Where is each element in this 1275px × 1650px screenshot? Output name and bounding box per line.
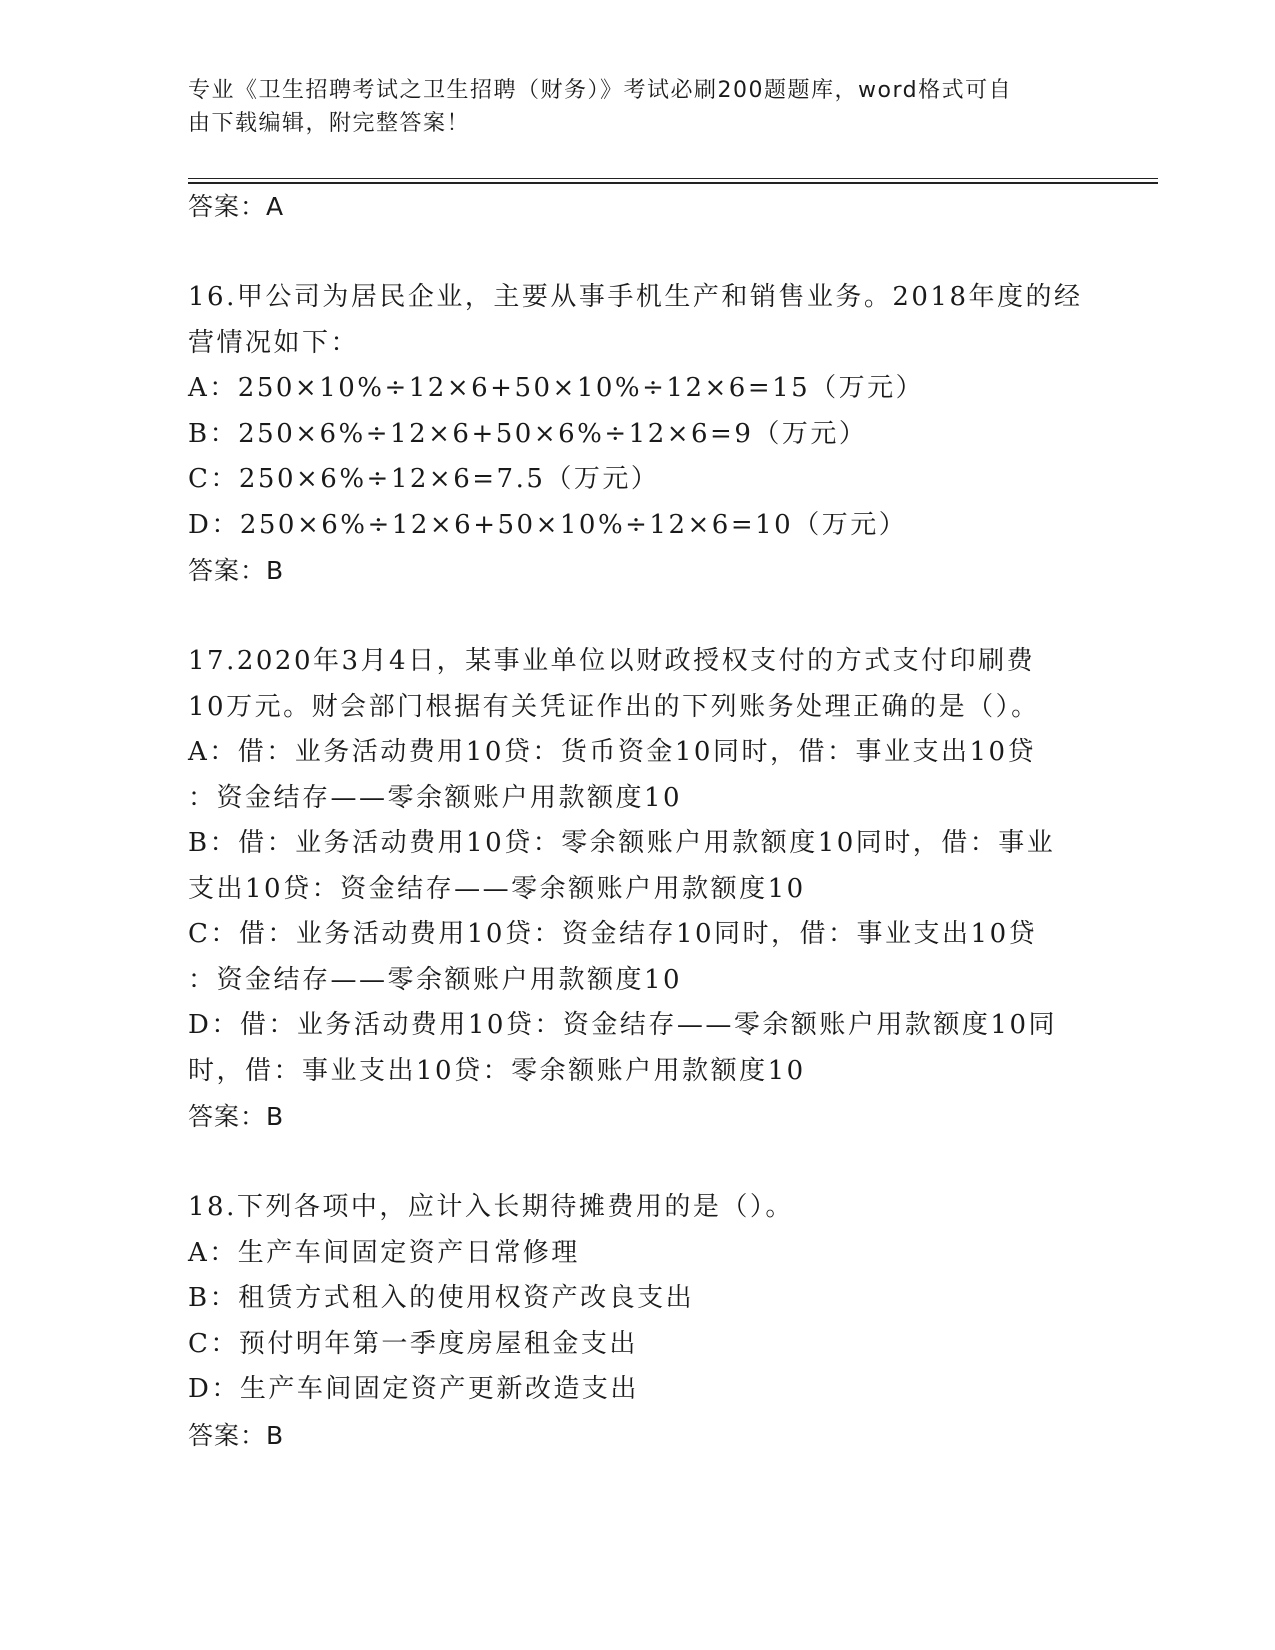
- option-d: D：250×6%÷12×6+50×10%÷12×6=10（万元）: [188, 509, 908, 540]
- answer: 答案：B: [188, 1102, 285, 1131]
- header-divider-thin: [188, 178, 1158, 179]
- option-b-continued: 支出10贷：资金结存——零余额账户用款额度10: [188, 873, 806, 904]
- document-header: [188, 74, 1088, 140]
- option-a-continued: ：资金结存——零余额账户用款额度10: [188, 782, 683, 813]
- header-line-2: 由下载编辑，附完整答案！: [188, 111, 471, 136]
- option-c: C：借：业务活动费用10贷：资金结存10同时，借：事业支出10贷: [188, 919, 1038, 949]
- option-c-continued: ：资金结存——零余额账户用款额度10: [188, 964, 683, 995]
- option-a: A：250×10%÷12×6+50×10%÷12×6=15（万元）: [188, 373, 925, 403]
- option-a: A：生产车间固定资产日常修理: [188, 1237, 580, 1268]
- question-stem: 营情况如下：: [188, 327, 360, 358]
- answer: 答案：B: [188, 556, 285, 585]
- previous-answer: 答案：A: [188, 192, 285, 221]
- spacer: [188, 594, 1088, 640]
- option-c: C：250×6%÷12×6=7.5（万元）: [188, 464, 660, 494]
- option-b: B：借：业务活动费用10贷：零余额账户用款额度10同时，借：事业: [188, 828, 1056, 858]
- question-stem: 17.2020年3月4日，某事业单位以财政授权支付的方式支付印刷费: [188, 646, 1036, 676]
- document-body: [188, 184, 1088, 1458]
- option-c: C：预付明年第一季度房屋租金支出: [188, 1328, 638, 1359]
- question-17: [188, 639, 1088, 1140]
- option-d: D：生产车间固定资产更新改造支出: [188, 1374, 639, 1404]
- question-16: [188, 275, 1088, 594]
- question-18: [188, 1185, 1088, 1458]
- option-b: B：250×6%÷12×6+50×6%÷12×6=9（万元）: [188, 418, 868, 449]
- question-stem: 16.甲公司为居民企业，主要从事手机生产和销售业务。2018年度的经: [188, 282, 1083, 312]
- option-b: B：租赁方式租入的使用权资产改良支出: [188, 1283, 695, 1313]
- option-d-continued: 时，借：事业支出10贷：零余额账户用款额度10: [188, 1055, 806, 1086]
- question-stem: 10万元。财会部门根据有关凭证作出的下列账务处理正确的是（）。: [188, 691, 1040, 722]
- option-a: A：借：业务活动费用10贷：货币资金10同时，借：事业支出10贷: [188, 737, 1037, 767]
- header-line-1: 专业《卫生招聘考试之卫生招聘（财务）》考试必刷200题题库，word格式可自: [188, 78, 1013, 103]
- question-stem: 18.下列各项中，应计入长期待摊费用的是（）。: [188, 1192, 794, 1222]
- spacer: [188, 230, 1088, 276]
- answer: 答案：B: [188, 1420, 285, 1450]
- option-d: D：借：业务活动费用10贷：资金结存——零余额账户用款额度10同: [188, 1010, 1058, 1040]
- spacer: [188, 1140, 1088, 1186]
